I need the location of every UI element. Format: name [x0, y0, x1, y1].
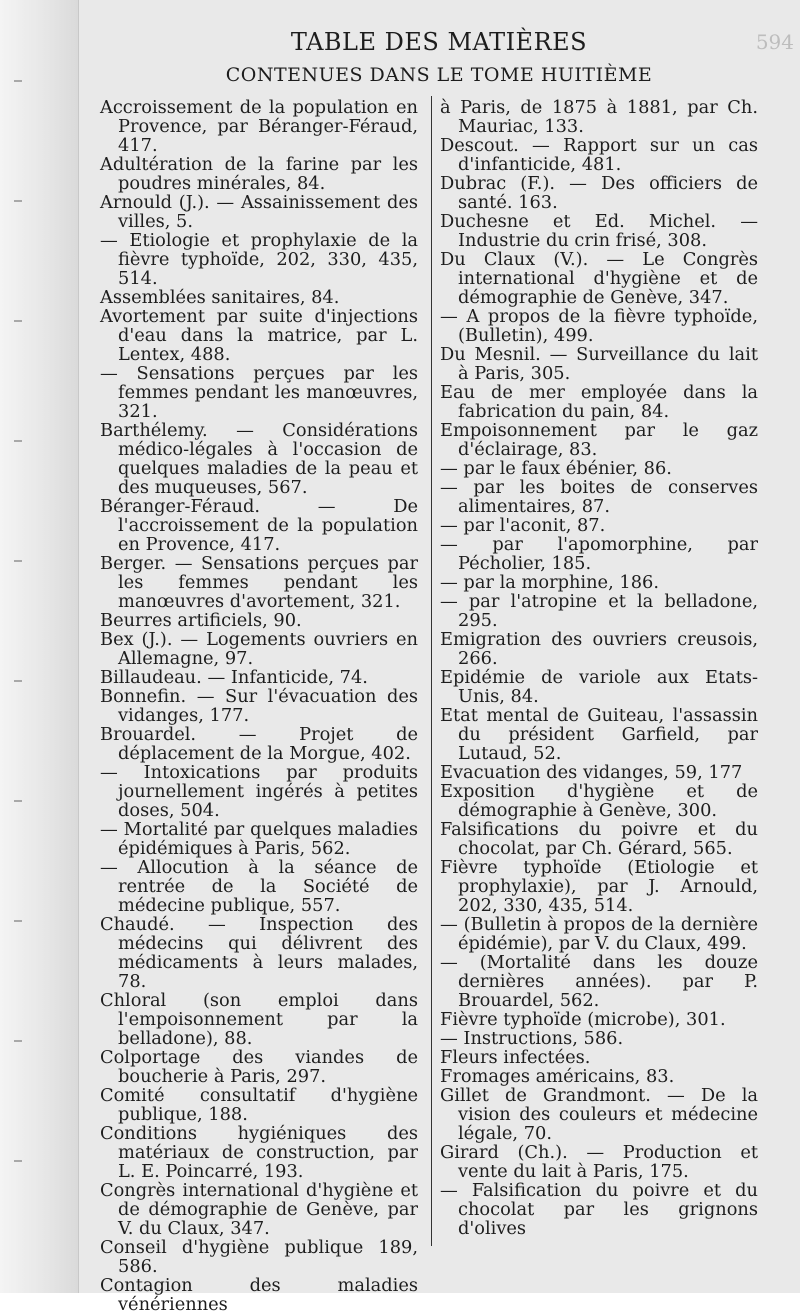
index-entry: — Intoxications par produits journellement ingérés à petites doses, 504. — [100, 762, 418, 821]
index-column-left — [100, 98, 418, 1314]
page-subtitle: CONTENUES DANS LE TOME HUITIÈME — [225, 64, 653, 86]
index-entry: Du Mesnil. — Surveillance du lait à Paris, 305. — [440, 344, 758, 384]
index-entry: Fièvre typhoïde (microbe), 301. — [440, 1009, 726, 1030]
index-entry: — (Bulletin à propos de la dernière épidémie), par V. du Claux, 499. — [440, 914, 758, 954]
index-entry: Fromages américains, 83. — [440, 1066, 675, 1087]
binding-stitch — [14, 440, 22, 442]
binding-stitch — [14, 680, 22, 682]
index-entry: Colportage des viandes de boucherie à Paris, 297. — [100, 1047, 418, 1087]
index-entry: Brouardel. — Projet de déplacement de la Morgue, 402. — [100, 724, 418, 764]
index-entry: Chloral (son emploi dans l'empoisonnement par la belladone), 88. — [100, 990, 418, 1049]
index-entry: Congrès international d'hygiène et de démographie de Genève, par V. du Claux, 347. — [100, 1180, 418, 1239]
index-entry: Assemblées sanitaires, 84. — [100, 287, 340, 308]
index-entry: — Falsification du poivre et du chocolat par les grignons d'olives — [440, 1180, 758, 1239]
index-entry: Contagion des maladies vénériennes — [100, 1275, 418, 1315]
index-entry: Fleurs infectées. — [440, 1047, 591, 1068]
page-binding — [0, 0, 79, 1293]
index-entry: Evacuation des vidanges, 59, 177 — [440, 762, 743, 783]
binding-stitch — [14, 800, 22, 802]
index-entry: Bonnefin. — Sur l'évacuation des vidanges, 177. — [100, 686, 418, 726]
index-entry: Eau de mer employée dans la fabrication du pain, 84. — [440, 382, 758, 422]
index-entry: Dubrac (F.). — Des officiers de santé. 163. — [440, 173, 758, 213]
index-entry: Duchesne et Ed. Michel. — Industrie du crin frisé, 308. — [440, 211, 758, 251]
binding-stitch — [14, 1160, 22, 1162]
index-entry: Conditions hygiéniques des matériaux de construction, par L. E. Poincarré, 193. — [100, 1123, 418, 1182]
index-entry: Empoisonnement par le gaz d'éclairage, 83. — [440, 420, 758, 460]
index-entry: Bex (J.). — Logements ouvriers en Allemagne, 97. — [100, 629, 418, 669]
index-entry: Barthélemy. — Considérations médico-légales à l'occasion de quelques maladies de la peau et des muqueuses, 567. — [100, 420, 418, 498]
index-entry: — Instructions, 586. — [440, 1028, 624, 1049]
column-divider — [431, 96, 432, 1246]
index-entry: Epidémie de variole aux Etats-Unis, 84. — [440, 667, 758, 707]
index-entry: — Sensations perçues par les femmes pendant les manœuvres, 321. — [100, 363, 418, 422]
index-entry: — (Mortalité dans les douze dernières années). par P. Brouardel, 562. — [440, 952, 758, 1011]
index-entry: — Allocution à la séance de rentrée de la Société de médecine publique, 557. — [100, 857, 418, 916]
index-entry: Beurres artificiels, 90. — [100, 610, 302, 631]
index-entry: — par l'apomorphine, par Pécholier, 185. — [440, 534, 758, 574]
index-entry: — Etiologie et prophylaxie de la fièvre typhoïde, 202, 330, 435, 514. — [100, 230, 418, 289]
index-entry: — par les boites de conserves alimentaires, 87. — [440, 477, 758, 517]
index-entry: Adultération de la farine par les poudres minérales, 84. — [100, 154, 418, 194]
page-number: 594 — [755, 30, 794, 54]
index-entry: Descout. — Rapport sur un cas d'infanticide, 481. — [440, 135, 758, 175]
index-entry: Conseil d'hygiène publique 189, 586. — [100, 1237, 418, 1277]
index-entry: Chaudé. — Inspection des médecins qui délivrent des médicaments à leurs malades, 78. — [100, 914, 418, 992]
index-entry: — par l'atropine et la belladone, 295. — [440, 591, 758, 631]
index-entry: Avortement par suite d'injections d'eau dans la matrice, par L. Lentex, 488. — [100, 306, 418, 365]
index-entry: Girard (Ch.). — Production et vente du lait à Paris, 175. — [440, 1142, 758, 1182]
index-entry: — par le faux ébénier, 86. — [440, 458, 672, 479]
binding-stitch — [14, 920, 22, 922]
index-entry: Falsifications du poivre et du chocolat, par Ch. Gérard, 565. — [440, 819, 758, 859]
binding-stitch — [14, 320, 22, 322]
index-entry: — par la morphine, 186. — [440, 572, 659, 593]
index-entry: Emigration des ouvriers creusois, 266. — [440, 629, 758, 669]
index-entry: à Paris, de 1875 à 1881, par Ch. Mauriac, 133. — [440, 97, 758, 137]
index-entry: — par l'aconit, 87. — [440, 515, 606, 536]
index-entry: Exposition d'hygiène et de démographie à Genève, 300. — [440, 781, 758, 821]
index-entry: Arnould (J.). — Assainissement des villes, 5. — [100, 192, 418, 232]
index-entry: — Mortalité par quelques maladies épidémiques à Paris, 562. — [100, 819, 418, 859]
index-entry: Comité consultatif d'hygiène publique, 188. — [100, 1085, 418, 1125]
binding-stitch — [14, 200, 22, 202]
binding-stitch — [14, 1040, 22, 1042]
index-entry: Accroissement de la population en Provence, par Béranger-Féraud, 417. — [100, 97, 418, 156]
index-entry: Berger. — Sensations perçues par les femmes pendant les manœuvres d'avortement, 321. — [100, 553, 418, 612]
index-entry: Etat mental de Guiteau, l'assassin du président Garfield, par Lutaud, 52. — [440, 705, 758, 764]
index-entry: Du Claux (V.). — Le Congrès international d'hygiène et de démographie de Genève, 347. — [440, 249, 758, 308]
index-entry: Billaudeau. — Infanticide, 74. — [100, 667, 368, 688]
index-entry: — A propos de la fièvre typhoïde, (Bulletin), 499. — [440, 306, 758, 346]
page-title: TABLE DES MATIÈRES — [290, 28, 588, 56]
binding-stitch — [14, 560, 22, 562]
index-entry: Fièvre typhoïde (Etiologie et prophylaxie), par J. Arnould, 202, 330, 435, 514. — [440, 857, 758, 916]
index-column-right — [440, 98, 758, 1238]
binding-stitch — [14, 80, 22, 82]
index-entry: Gillet de Grandmont. — De la vision des couleurs et médecine légale, 70. — [440, 1085, 758, 1144]
index-entry: Béranger-Féraud. — De l'accroissement de la population en Provence, 417. — [100, 496, 418, 555]
